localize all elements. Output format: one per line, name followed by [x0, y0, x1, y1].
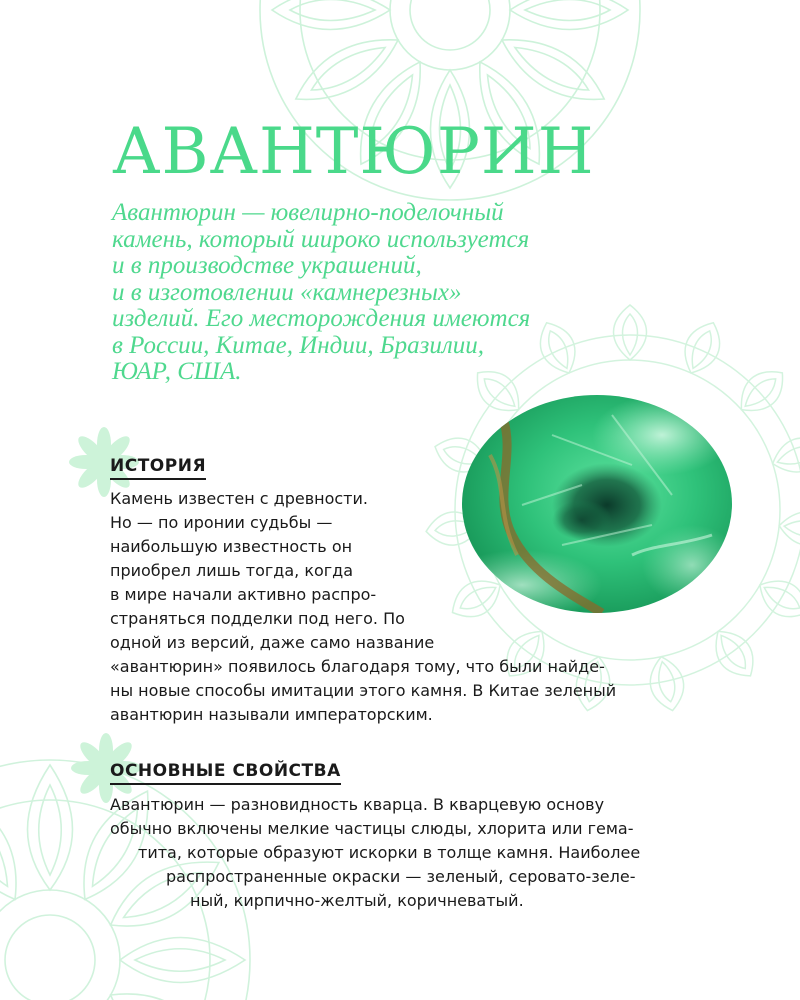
history-heading: ИСТОРИЯ: [110, 456, 206, 480]
properties-line: Авантюрин — разновидность кварца. В кварцевую основу: [110, 795, 605, 814]
history-line: страняться подделки под него. По: [110, 609, 405, 628]
history-line: ны новые способы имитации этого камня. В Китае зеленый: [110, 681, 617, 700]
lead-paragraph: [112, 200, 712, 386]
page-title: АВАНТЮРИН: [112, 115, 595, 189]
lead-line: Авантюрин — ювелирно-поделочный: [112, 199, 504, 226]
properties-line: тита, которые образуют искорки в толще камня. Наиболее: [138, 843, 641, 862]
lead-line: изделий. Его месторождения имеются: [112, 305, 531, 332]
history-line: одной из версий, даже само название: [110, 633, 435, 652]
lead-line: и в изготовлении «камнерезных»: [112, 278, 462, 306]
lead-line: камень, который широко используется: [112, 225, 530, 253]
lead-line: в России, Китае, Индии, Бразилии,: [112, 331, 484, 359]
history-line: авантюрин называли императорским.: [110, 705, 433, 724]
history-paragraph: [110, 487, 616, 727]
history-line: приобрел лишь тогда, когда: [110, 561, 354, 580]
properties-paragraph: [110, 793, 640, 913]
history-line: в мире начали активно распро-: [110, 585, 377, 604]
properties-line: обычно включены мелкие частицы слюды, хлорита или гема-: [110, 819, 634, 838]
properties-line: ный, кирпично-желтый, коричневатый.: [190, 891, 524, 910]
properties-line: распространенные окраски — зеленый, серовато-зеле-: [166, 867, 636, 886]
history-line: Камень известен с древности.: [110, 489, 368, 508]
history-line: «авантюрин» появилось благодаря тому, что были найде-: [110, 657, 605, 676]
lead-line: и в производстве украшений,: [112, 252, 422, 279]
history-line: наибольшую известность он: [110, 537, 353, 556]
history-line: Но — по иронии судьбы —: [110, 513, 333, 532]
properties-heading: ОСНОВНЫЕ СВОЙСТВА: [110, 761, 341, 785]
lead-line: ЮАР, США.: [112, 358, 242, 385]
